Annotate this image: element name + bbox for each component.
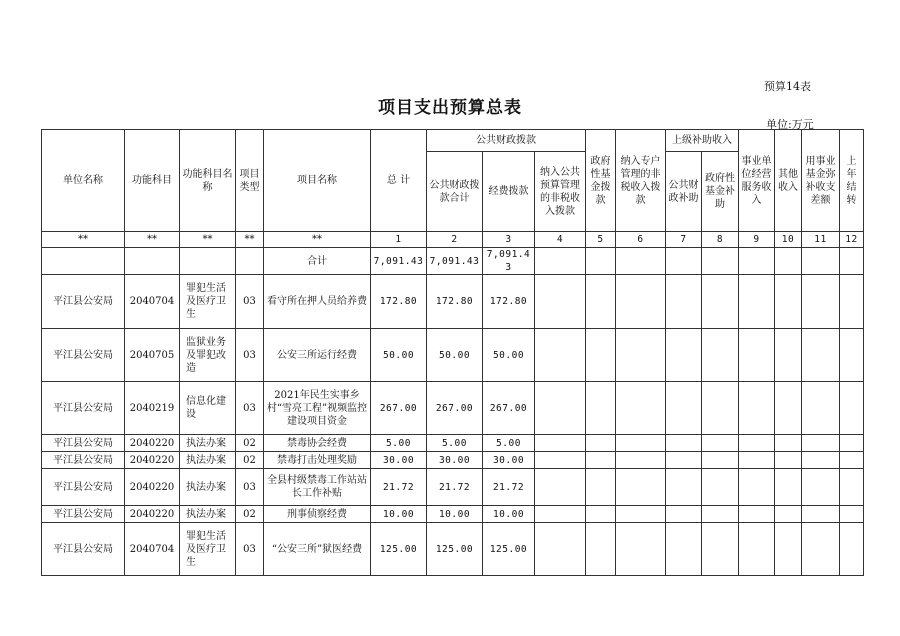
empty-cell (840, 452, 864, 469)
empty-cell (775, 382, 802, 435)
col-pf-nontax: 纳入公共预算管理的非税收入拨款 (535, 152, 586, 232)
col-total: 总 计 (371, 130, 427, 232)
empty-cell (666, 435, 702, 452)
cell-total: 125.00 (371, 523, 427, 576)
empty-cell (586, 382, 616, 435)
empty-cell (586, 469, 616, 506)
empty-cell (616, 329, 666, 382)
col-project-type: 项目类型 (236, 130, 264, 232)
col-special-nontax: 纳入专户管理的非税收入拨款 (616, 130, 666, 232)
cell-pf-total: 172.80 (427, 275, 483, 329)
cell-project-type: 03 (236, 523, 264, 576)
empty-cell (616, 275, 666, 329)
cell-project-type: 02 (236, 506, 264, 523)
empty-cell (616, 382, 666, 435)
index-cell: ** (42, 232, 125, 248)
cell-project-name: 全县村级禁毒工作站站长工作补贴 (264, 469, 371, 506)
empty-cell (666, 329, 702, 382)
cell-pf-total: 125.00 (427, 523, 483, 576)
unit-label: 单位:万元 (766, 118, 814, 131)
empty-cell (802, 329, 840, 382)
cell-project-type: 03 (236, 382, 264, 435)
empty-cell (702, 329, 739, 382)
cell-pf-funds: 30.00 (483, 452, 535, 469)
empty-cell (802, 506, 840, 523)
cell-pf-funds: 10.00 (483, 506, 535, 523)
cell-project-name: “公安三所”狱医经费 (264, 523, 371, 576)
cell-pf-funds: 125.00 (483, 523, 535, 576)
index-cell: 12 (840, 232, 864, 248)
index-cell: ** (180, 232, 236, 248)
cell-project-name: 刑事侦察经费 (264, 506, 371, 523)
index-cell: 1 (371, 232, 427, 248)
total-total: 7,091.43 (371, 248, 427, 275)
col-business-income: 事业单位经营服务收入 (739, 130, 775, 232)
empty-cell (739, 523, 775, 576)
empty-cell (739, 469, 775, 506)
cell-func-code: 2040220 (125, 506, 180, 523)
cell-project-type: 02 (236, 452, 264, 469)
table-row (42, 435, 864, 452)
empty-cell (586, 329, 616, 382)
table-row (42, 329, 864, 382)
index-cell: 5 (586, 232, 616, 248)
cell-func-code: 2040704 (125, 523, 180, 576)
empty-cell (586, 523, 616, 576)
empty-cell (802, 382, 840, 435)
empty-cell (535, 435, 586, 452)
table-row (42, 506, 864, 523)
cell-project-type: 03 (236, 329, 264, 382)
empty-cell (180, 248, 236, 275)
col-gov-fund: 政府性基金拨款 (586, 130, 616, 232)
table-row (42, 452, 864, 469)
cell-project-name: 看守所在押人员给养费 (264, 275, 371, 329)
empty-cell (702, 435, 739, 452)
col-carryover: 上年结转 (840, 130, 864, 232)
cell-project-name: 禁毒打击处理奖励 (264, 452, 371, 469)
index-cell: ** (264, 232, 371, 248)
empty-cell (586, 435, 616, 452)
col-func-subject-name: 功能科目名称 (180, 130, 236, 232)
col-other-income: 其他收入 (775, 130, 802, 232)
cell-func-code: 2040220 (125, 452, 180, 469)
empty-cell (739, 382, 775, 435)
empty-cell (616, 506, 666, 523)
cell-unit: 平江县公安局 (42, 329, 125, 382)
cell-project-name: 公安三所运行经费 (264, 329, 371, 382)
empty-cell (535, 382, 586, 435)
index-cell: 4 (535, 232, 586, 248)
cell-total: 172.80 (371, 275, 427, 329)
col-func-subject: 功能科目 (125, 130, 180, 232)
cell-pf-total: 5.00 (427, 435, 483, 452)
empty-cell (775, 469, 802, 506)
empty-cell (802, 523, 840, 576)
cell-func-code: 2040219 (125, 382, 180, 435)
cell-project-type: 03 (236, 469, 264, 506)
empty-cell (802, 248, 840, 275)
empty-cell (535, 248, 586, 275)
cell-pf-total: 30.00 (427, 452, 483, 469)
total-pf-funds: 7,091.43 (483, 248, 535, 275)
cell-unit: 平江县公安局 (42, 523, 125, 576)
cell-pf-funds: 172.80 (483, 275, 535, 329)
empty-cell (535, 275, 586, 329)
empty-cell (702, 248, 739, 275)
col-pf-funds: 经费拨款 (483, 152, 535, 232)
table-code: 预算14表 (764, 80, 811, 93)
col-unit-name: 单位名称 (42, 130, 125, 232)
empty-cell (840, 275, 864, 329)
empty-cell (775, 506, 802, 523)
empty-cell (739, 248, 775, 275)
cell-func-code: 2040220 (125, 435, 180, 452)
cell-unit: 平江县公安局 (42, 469, 125, 506)
cell-pf-total: 50.00 (427, 329, 483, 382)
cell-unit: 平江县公安局 (42, 452, 125, 469)
cell-func-code: 2040705 (125, 329, 180, 382)
empty-cell (586, 506, 616, 523)
empty-cell (616, 248, 666, 275)
empty-cell (666, 506, 702, 523)
empty-cell (616, 469, 666, 506)
empty-cell (586, 248, 616, 275)
empty-cell (666, 248, 702, 275)
cell-func-name: 信息化建设 (180, 382, 236, 435)
empty-cell (666, 523, 702, 576)
empty-cell (616, 523, 666, 576)
cell-func-name: 执法办案 (180, 506, 236, 523)
empty-cell (775, 248, 802, 275)
cell-func-name: 执法办案 (180, 452, 236, 469)
empty-cell (840, 382, 864, 435)
col-fund-balance: 用事业基金弥补收支差额 (802, 130, 840, 232)
empty-cell (739, 435, 775, 452)
cell-project-name: 禁毒协会经费 (264, 435, 371, 452)
cell-project-type: 03 (236, 275, 264, 329)
cell-pf-funds: 267.00 (483, 382, 535, 435)
total-label: 合计 (264, 248, 371, 275)
empty-cell (840, 469, 864, 506)
empty-cell (775, 275, 802, 329)
index-cell: ** (236, 232, 264, 248)
empty-cell (236, 248, 264, 275)
cell-func-name: 执法办案 (180, 469, 236, 506)
index-cell: 10 (775, 232, 802, 248)
cell-func-name: 罪犯生活及医疗卫生 (180, 275, 236, 329)
empty-cell (535, 523, 586, 576)
empty-cell (702, 452, 739, 469)
empty-cell (666, 275, 702, 329)
index-cell: 6 (616, 232, 666, 248)
empty-cell (702, 382, 739, 435)
cell-unit: 平江县公安局 (42, 506, 125, 523)
index-cell: 9 (739, 232, 775, 248)
empty-cell (739, 275, 775, 329)
empty-cell (802, 469, 840, 506)
cell-pf-funds: 21.72 (483, 469, 535, 506)
empty-cell (840, 506, 864, 523)
table-row (42, 382, 864, 435)
cell-total: 50.00 (371, 329, 427, 382)
index-cell: 2 (427, 232, 483, 248)
empty-cell (840, 329, 864, 382)
index-row (42, 232, 864, 248)
empty-cell (586, 275, 616, 329)
cell-func-code: 2040704 (125, 275, 180, 329)
empty-cell (739, 329, 775, 382)
cell-total: 10.00 (371, 506, 427, 523)
empty-cell (42, 248, 125, 275)
cell-total: 5.00 (371, 435, 427, 452)
cell-project-type: 02 (236, 435, 264, 452)
empty-cell (775, 523, 802, 576)
cell-total: 21.72 (371, 469, 427, 506)
empty-cell (802, 275, 840, 329)
empty-cell (775, 329, 802, 382)
empty-cell (739, 452, 775, 469)
index-cell: ** (125, 232, 180, 248)
empty-cell (739, 506, 775, 523)
empty-cell (666, 469, 702, 506)
col-project-name: 项目名称 (264, 130, 371, 232)
empty-cell (586, 452, 616, 469)
cell-project-name: 2021年民生实事乡村“雪亮工程”视频监控建设项目资金 (264, 382, 371, 435)
index-cell: 8 (702, 232, 739, 248)
col-pf-total: 公共财政拨款合计 (427, 152, 483, 232)
cell-pf-funds: 5.00 (483, 435, 535, 452)
table-row (42, 469, 864, 506)
col-sup-fund: 政府性基金补助 (702, 152, 739, 232)
cell-pf-total: 10.00 (427, 506, 483, 523)
cell-unit: 平江县公安局 (42, 275, 125, 329)
empty-cell (702, 275, 739, 329)
col-superior: 上级补助收入 (666, 130, 739, 152)
budget-table (41, 129, 864, 576)
empty-cell (802, 435, 840, 452)
empty-cell (840, 523, 864, 576)
total-pf-total: 7,091.43 (427, 248, 483, 275)
cell-func-name: 执法办案 (180, 435, 236, 452)
cell-func-name: 监狱业务及罪犯改造 (180, 329, 236, 382)
empty-cell (535, 469, 586, 506)
page-title: 项目支出预算总表 (378, 98, 522, 118)
cell-func-code: 2040220 (125, 469, 180, 506)
empty-cell (535, 452, 586, 469)
cell-unit: 平江县公安局 (42, 382, 125, 435)
empty-cell (775, 452, 802, 469)
empty-cell (666, 382, 702, 435)
empty-cell (616, 435, 666, 452)
cell-total: 267.00 (371, 382, 427, 435)
index-cell: 11 (802, 232, 840, 248)
cell-pf-total: 21.72 (427, 469, 483, 506)
empty-cell (616, 452, 666, 469)
empty-cell (535, 329, 586, 382)
cell-unit: 平江县公安局 (42, 435, 125, 452)
cell-func-name: 罪犯生活及医疗卫生 (180, 523, 236, 576)
empty-cell (702, 469, 739, 506)
cell-pf-funds: 50.00 (483, 329, 535, 382)
col-sup-public: 公共财政补助 (666, 152, 702, 232)
empty-cell (802, 452, 840, 469)
empty-cell (535, 506, 586, 523)
col-public-finance: 公共财政拨款 (427, 130, 586, 152)
empty-cell (702, 506, 739, 523)
total-row (42, 248, 864, 275)
index-cell: 7 (666, 232, 702, 248)
table-row (42, 523, 864, 576)
table-body (42, 130, 864, 576)
header-row-1 (42, 130, 864, 152)
empty-cell (775, 435, 802, 452)
empty-cell (702, 523, 739, 576)
empty-cell (840, 435, 864, 452)
cell-total: 30.00 (371, 452, 427, 469)
empty-cell (125, 248, 180, 275)
empty-cell (666, 452, 702, 469)
cell-pf-total: 267.00 (427, 382, 483, 435)
index-cell: 3 (483, 232, 535, 248)
table-row (42, 275, 864, 329)
empty-cell (840, 248, 864, 275)
